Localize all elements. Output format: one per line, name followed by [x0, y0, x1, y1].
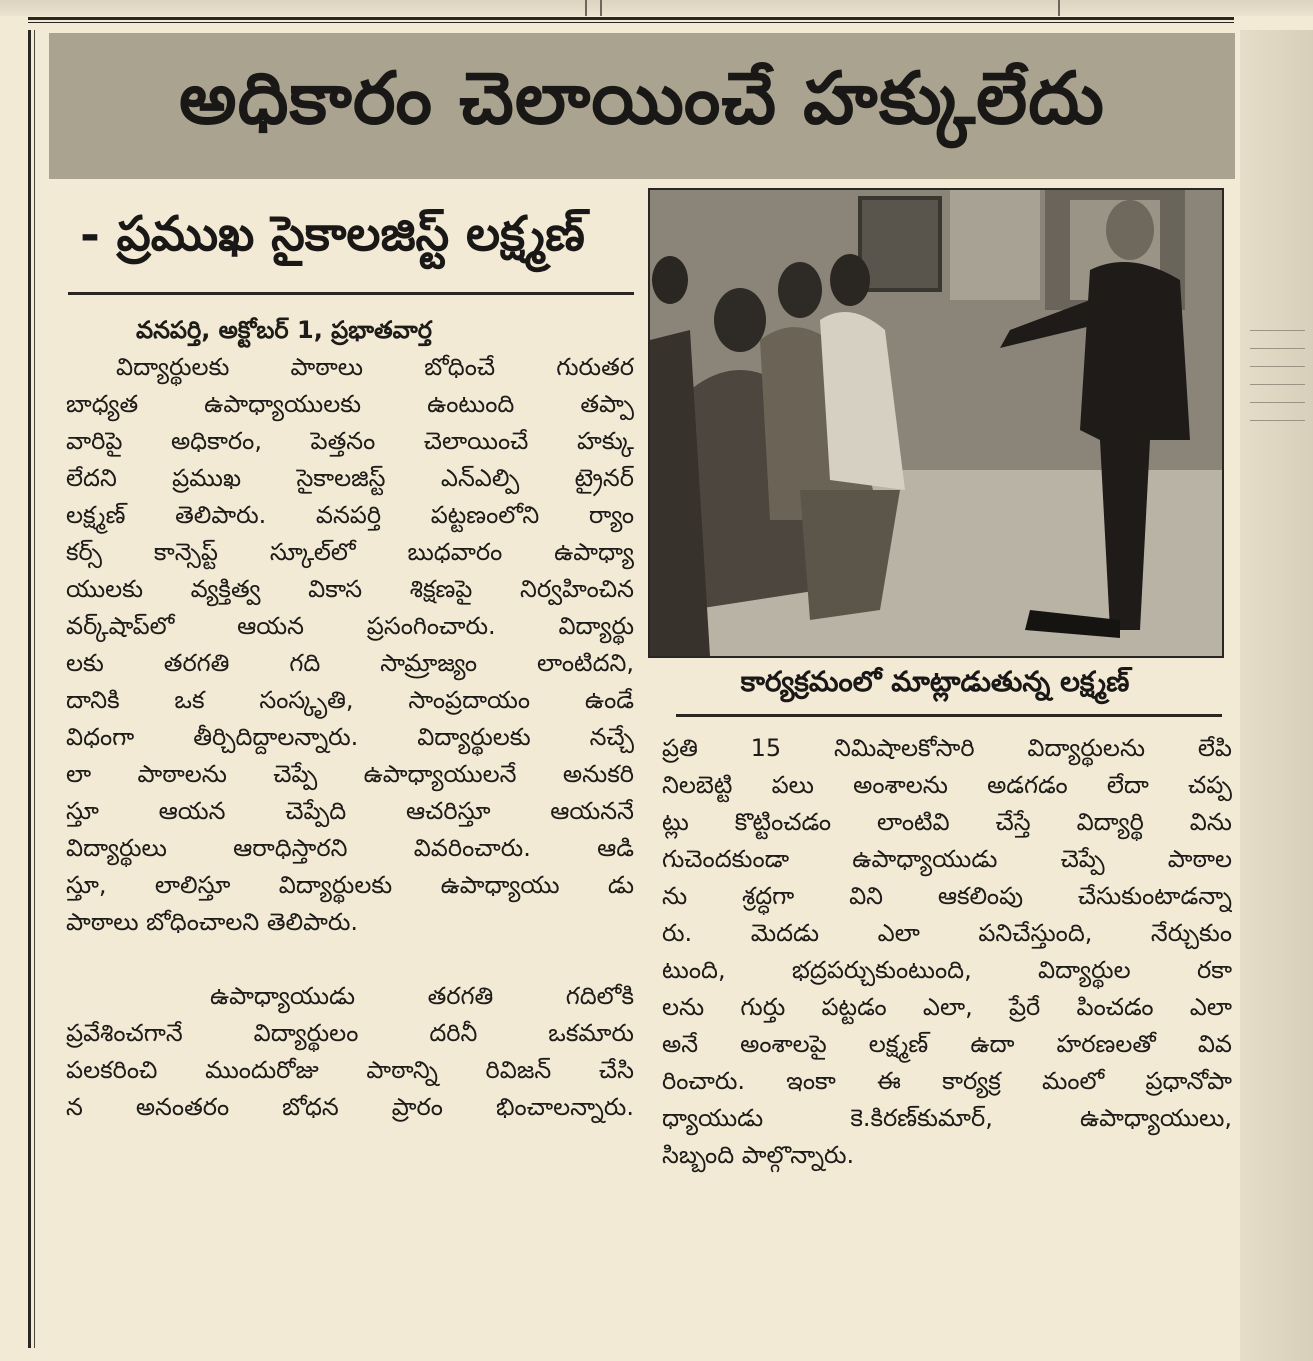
left-border-rule [28, 30, 31, 1348]
event-photo [648, 188, 1224, 658]
subheadline: - ప్రముఖ సైకాలజిస్ట్ లక్ష్మణ్ [80, 206, 585, 262]
text-line: ను శ్రద్ధగా విని ఆకలింపు చేసుకుంటాడన్నా [662, 882, 1232, 910]
text-line: నిలబెట్టి పలు అంశాలను అడగడం లేదా చప్ప [662, 771, 1232, 799]
subhead-rule [68, 292, 634, 295]
top-border-rule-thin [28, 22, 1234, 23]
text-line: కర్స్ కాన్సెప్ట్ స్కూల్‌లో బుధవారం ఉపాధ్యా [66, 538, 634, 566]
top-border-rule [28, 17, 1234, 20]
text-line: లా పాఠాలను చెప్పే ఉపాధ్యాయులనే అనుకరి [66, 760, 634, 788]
text-line: విద్యార్థులు ఆరాధిస్తారని వివరించారు. ఆడి [66, 834, 634, 862]
text-line: అనే అంశాలపై లక్ష్మణ్ ఉదా హరణలతో వివ [662, 1030, 1232, 1058]
text-line: ధ్యాయుడు కె.కిరణ్‌కుమార్, ఉపాధ్యాయులు, [662, 1104, 1232, 1132]
dateline: వనపర్తి, అక్టోబర్ 1, ప్రభాతవార్త [136, 316, 433, 344]
headline-banner [49, 33, 1235, 179]
text-line: టుంది, భద్రపర్చుకుంటుంది, విద్యార్థుల రకా [662, 956, 1232, 984]
text-line: ఉపాధ్యాయుడు తరగతి గదిలోకి [210, 982, 634, 1010]
caption-rule [676, 714, 1222, 717]
event-photo-illustration [650, 190, 1222, 656]
text-line: లేదని ప్రముఖ సైకాలజిస్ట్ ఎన్ఎల్పి ట్రైనర్ [66, 464, 634, 492]
adjacent-page-edge [1240, 30, 1313, 1361]
text-line: వారిపై అధికారం, పెత్తనం చెలాయించే హక్కు [66, 427, 634, 455]
text-line: దానికి ఒక సంస్కృతి, సాంప్రదాయం ఉండే [66, 686, 634, 714]
text-line: ప్రవేశించగానే విద్యార్థులం దరినీ ఒకమారు [66, 1019, 634, 1047]
text-line: రించారు. ఇంకా ఈ కార్యక్ర మంలో ప్రధానోపా [662, 1067, 1232, 1095]
text-line: వర్క్‌షాప్‌లో ఆయన ప్రసంగించారు. విద్యార్థు [66, 612, 634, 640]
text-line: న అనంతరం బోధన ప్రారం భించాలన్నారు. [66, 1093, 634, 1121]
text-line: ట్లు కొట్టించడం లాంటివి చేస్తే విద్యార్థి విను [662, 808, 1232, 836]
right-column [662, 730, 1232, 1174]
photo-caption: కార్యక్రమంలో మాట్లాడుతున్న లక్ష్మణ్ [740, 665, 1130, 698]
text-line: బాధ్యత ఉపాధ్యాయులకు ఉంటుంది తప్పా [66, 390, 634, 418]
text-line: విద్యార్థులకు పాఠాలు బోధించే గురుతర [116, 353, 634, 381]
text-line: గుచెందకుండా ఉపాధ్యాయుడు చెప్పే పాఠాల [662, 845, 1232, 873]
text-line: లకు తరగతి గది సామ్రాజ్యం లాంటిదని, [66, 649, 634, 677]
text-line: యులకు వ్యక్తిత్వ వికాస శిక్షణపై నిర్వహించిన [66, 575, 634, 603]
headline: అధికారం చెలాయించే హక్కులేదు [179, 54, 1105, 140]
text-line: సిబ్బంది పాల్గొన్నారు. [662, 1141, 855, 1169]
text-line: పాఠాలు బోధించాలని తెలిపారు. [66, 908, 358, 936]
text-line: పలకరించి ముందురోజు పాఠాన్ని రివిజన్ చేసి [66, 1056, 634, 1084]
text-line: స్తూ ఆయన చెప్పేది ఆచరిస్తూ ఆయననే [66, 797, 634, 825]
text-line: ప్రతి 15 నిమిషాలకోసారి విద్యార్థులను లేపి [662, 734, 1232, 762]
left-column [66, 312, 634, 1126]
page-top-edge [0, 0, 1313, 16]
left-border-rule-thin [34, 30, 35, 1348]
text-line: విధంగా తీర్చిదిద్దాలన్నారు. విద్యార్థులకు నచ్చే [66, 723, 634, 751]
text-line: లను గుర్తు పట్టడం ఎలా, ప్రేరే పించడం ఎలా [662, 993, 1232, 1021]
text-line: రు. మెదడు ఎలా పనిచేస్తుంది, నేర్చుకుం [662, 919, 1232, 947]
text-line: లక్ష్మణ్ తెలిపారు. వనపర్తి పట్టణంలోని ర్యాం [66, 501, 634, 529]
text-line: స్తూ, లాలిస్తూ విద్యార్థులకు ఉపాధ్యాయు డు [66, 871, 634, 899]
